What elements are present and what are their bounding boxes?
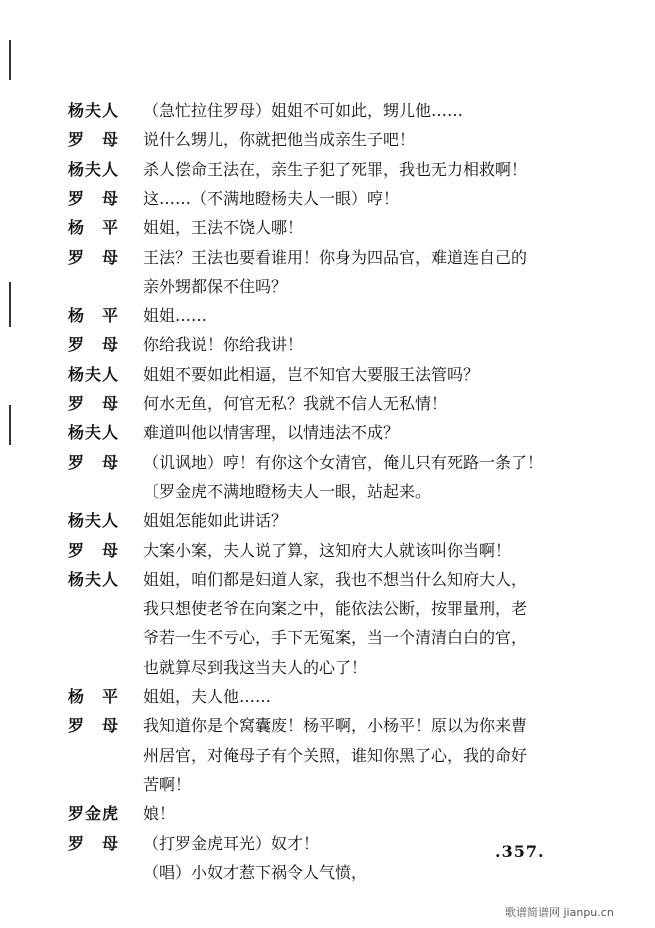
- dialogue-text: 难道叫他以情害理，以情违法不成？: [143, 423, 400, 443]
- dialogue-line: [0, 654, 655, 682]
- speaker-name: 杨夫人: [68, 364, 120, 384]
- dialogue-line: [0, 800, 655, 828]
- speaker-name: 罗 母: [68, 247, 120, 267]
- speaker-name: 杨 平: [68, 306, 120, 326]
- dialogue-text: 杀人偿命王法在，亲生子犯了死罪，我也无力相救啊！: [143, 159, 528, 179]
- dialogue-text: 说什么甥儿，你就把他当成亲生子吧！: [143, 130, 416, 150]
- speaker-name: 杨夫人: [68, 101, 120, 120]
- dialogue-line: [0, 156, 655, 184]
- dialogue-line: [0, 449, 655, 477]
- speaker-name: 杨 平: [68, 218, 120, 238]
- speaker-name: 罗 母: [68, 716, 120, 736]
- dialogue-text: 也就算尽到我这当夫人的心了！: [143, 657, 368, 677]
- speaker-name: 杨夫人: [68, 569, 120, 589]
- dialogue-text: （讥讽地）哼！有你这个女清官，俺儿只有死路一条了！: [143, 452, 544, 472]
- dialogue-text: 州居官，对俺母子有个关照，谁知你黑了心，我的命好: [143, 745, 528, 765]
- dialogue-text: 我只想使老爷在向案之中，能依法公断，按罪量刑，老: [143, 599, 528, 619]
- margin-mark: [9, 40, 11, 80]
- dialogue-line: [0, 361, 655, 389]
- dialogue-text: 亲外甥都保不住吗？: [143, 276, 288, 296]
- dialogue-text: 姐姐……: [143, 306, 208, 326]
- dialogue-text: 娘！: [143, 804, 176, 824]
- dialogue-text: 姐姐不要如此相逼，岂不知官大要服王法管吗？: [143, 364, 480, 384]
- dialogue-text: 大案小案，夫人说了算，这知府大人就该叫你当啊！: [143, 540, 512, 560]
- dialogue-line: [0, 771, 655, 799]
- speaker-name: 罗 母: [68, 188, 120, 208]
- speaker-name: 罗 母: [68, 452, 120, 472]
- watermark: 歌谱简谱网 jianpu.cn: [505, 906, 614, 919]
- dialogue-line: [0, 331, 655, 359]
- speaker-name: 罗 母: [68, 540, 120, 560]
- dialogue-line: [0, 302, 655, 330]
- dialogue-line: [0, 507, 655, 535]
- dialogue-line: [0, 595, 655, 623]
- dialogue-text: （急忙拉住罗母）姐姐不可如此，甥儿他……: [143, 101, 464, 120]
- dialogue-text: 何水无鱼，何官无私？我就不信人无私情！: [143, 394, 448, 413]
- dialogue-line: [0, 742, 655, 770]
- dialogue-text: 我知道你是个窝囊废！杨平啊，小杨平！原以为你来曹: [143, 716, 528, 736]
- speaker-name: 罗 母: [68, 394, 120, 413]
- dialogue-line: [0, 712, 655, 740]
- speaker-name: 杨夫人: [68, 511, 120, 531]
- speaker-name: 罗 母: [68, 130, 120, 150]
- dialogue-line: [0, 244, 655, 272]
- dialogue-text: 姐姐，王法不饶人哪！: [143, 218, 304, 238]
- dialogue-text: 爷若一生不亏心，手下无冤案，当一个清清白白的官，: [143, 628, 528, 648]
- dialogue-line: [0, 419, 655, 447]
- dialogue-text: （唱）小奴才惹下祸令人气愤，: [143, 862, 368, 882]
- dialogue-text: 〔罗金虎不满地瞪杨夫人一眼，站起来。: [143, 481, 432, 501]
- page-number: .357.: [495, 842, 545, 861]
- dialogue-text: 姐姐怎能如此讲话？: [143, 511, 288, 531]
- dialogue-line: [0, 478, 655, 506]
- dialogue-text: 你给我说！你给我讲！: [143, 335, 304, 355]
- dialogue-line: [0, 537, 655, 565]
- speaker-name: 罗金虎: [68, 804, 120, 824]
- dialogue-line: [0, 214, 655, 242]
- speaker-name: 杨 平: [68, 687, 120, 706]
- dialogue-line: [0, 273, 655, 301]
- dialogue-line: [0, 624, 655, 652]
- dialogue-text: 王法？王法也要看谁用！你身为四品官，难道连自己的: [143, 247, 528, 267]
- speaker-name: 杨夫人: [68, 423, 120, 443]
- dialogue-line: [0, 566, 655, 594]
- dialogue-line: [0, 185, 655, 213]
- speaker-name: 杨夫人: [68, 159, 120, 179]
- dialogue-line: [0, 126, 655, 154]
- dialogue-line: [0, 683, 655, 711]
- dialogue-line: [0, 859, 655, 887]
- dialogue-line: [0, 97, 655, 125]
- dialogue-line: [0, 830, 655, 858]
- dialogue-text: 苦啊！: [143, 774, 192, 794]
- dialogue-text: 姐姐，夫人他……: [143, 687, 272, 706]
- dialogue-text: （打罗金虎耳光）奴才！: [143, 833, 320, 853]
- dialogue-text: 姐姐，咱们都是妇道人家，我也不想当什么知府大人，: [143, 569, 528, 589]
- speaker-name: 罗 母: [68, 335, 120, 355]
- dialogue-line: [0, 390, 655, 418]
- speaker-name: 罗 母: [68, 833, 120, 853]
- dialogue-text: 这……（不满地瞪杨夫人一眼）哼！: [143, 188, 400, 208]
